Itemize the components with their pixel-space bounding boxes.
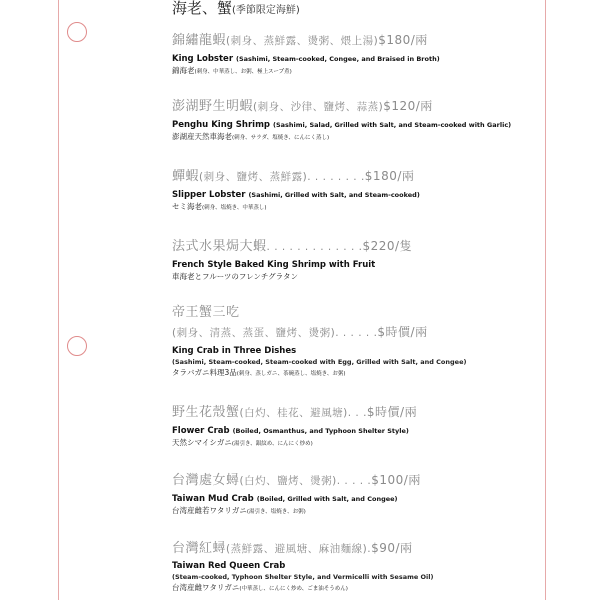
item-zh-name: 蟬蝦 bbox=[172, 169, 200, 184]
item-zh-line2 bbox=[172, 324, 544, 341]
item-zh-line bbox=[172, 168, 544, 185]
item-jp-name: 台湾産雌若ワタリガニ bbox=[172, 506, 247, 515]
item-leader: . . . . . . bbox=[335, 327, 378, 339]
item-jp-detail: (刺身、蒸しガニ、茶碗蒸し、塩焼き、お粥) bbox=[236, 371, 346, 377]
item-en-name: Flower Crab bbox=[172, 426, 230, 436]
item-jp-detail: (湯引き、塩焼き、お粥) bbox=[246, 509, 306, 515]
item-en-name: Taiwan Red Queen Crab bbox=[172, 561, 286, 571]
menu-item bbox=[172, 32, 544, 78]
item-zh-detail: (白灼、鹽烤、燙粥) bbox=[239, 475, 337, 487]
item-jp-detail: (湯引き、銀紋め、にんにく炒め) bbox=[231, 441, 313, 447]
item-price: $180/兩 bbox=[378, 33, 428, 47]
item-leader: . . . . . . . . bbox=[307, 171, 365, 183]
item-zh-line bbox=[172, 472, 544, 489]
item-leader: . . . . . . . . . . . . . bbox=[266, 241, 363, 253]
item-jp-name: 台湾産雌ワタリガニ bbox=[172, 583, 240, 592]
item-jp-line bbox=[172, 582, 544, 595]
section-header bbox=[172, 0, 300, 18]
item-jp-line bbox=[172, 505, 544, 518]
item-price: $220/隻 bbox=[362, 239, 413, 253]
item-zh-name: 法式水果焗大蝦 bbox=[172, 239, 267, 254]
item-zh-name: 錦繡龍蝦 bbox=[172, 33, 227, 48]
item-zh-line bbox=[172, 404, 544, 421]
item-zh-detail: (白灼、桂花、避風塘) bbox=[239, 407, 348, 419]
item-price: $100/兩 bbox=[371, 473, 421, 487]
item-zh-name: 台灣紅蟳 bbox=[172, 541, 227, 556]
item-jp-detail: (刺身、中華蒸し、お粥、極上スープ煮) bbox=[194, 69, 292, 75]
item-jp-name: 錦海老 bbox=[172, 66, 195, 75]
item-zh-line bbox=[172, 98, 544, 115]
item-jp-name: 車海老とフルーツのフレンチグラタン bbox=[172, 272, 299, 281]
item-zh-name: 台灣處女蟳 bbox=[172, 473, 240, 488]
item-jp-name: セミ海老 bbox=[172, 202, 202, 211]
item-price: $90/兩 bbox=[371, 541, 413, 555]
item-en-line bbox=[172, 189, 544, 201]
page-border-right bbox=[545, 0, 546, 600]
item-jp-name: 天然シマイシガニ bbox=[172, 438, 232, 447]
menu-item bbox=[172, 472, 544, 518]
item-en-detail: (Boiled, Grilled with Salt, and Congee) bbox=[256, 495, 398, 503]
item-jp-name: タラバガニ料理3品 bbox=[172, 368, 237, 377]
menu-item bbox=[172, 305, 544, 380]
item-price: $120/兩 bbox=[383, 99, 433, 113]
item-en-line bbox=[172, 493, 544, 505]
item-leader: . bbox=[367, 543, 372, 555]
item-price: $時價/兩 bbox=[377, 325, 428, 339]
page-border-left bbox=[58, 0, 59, 600]
item-jp-line bbox=[172, 201, 544, 214]
menu-item bbox=[172, 168, 544, 214]
item-zh-name: 野生花殼蟹 bbox=[172, 405, 240, 420]
item-zh-detail: (刺身、鹽烤、蒸鮮露) bbox=[199, 171, 308, 183]
item-jp-line bbox=[172, 437, 544, 450]
item-price: $180/兩 bbox=[364, 169, 415, 183]
item-zh-detail: (刺身、清蒸、蒸蛋、鹽烤、燙粥) bbox=[172, 327, 336, 339]
menu-item bbox=[172, 540, 544, 595]
item-jp-name: 澎湖産天然車海老 bbox=[172, 132, 232, 141]
menu-item bbox=[172, 98, 544, 144]
item-en-name: King Lobster bbox=[172, 54, 234, 64]
menu-item bbox=[172, 404, 544, 450]
item-en-detail: (Boiled, Osmanthus, and Typhoon Shelter Style) bbox=[232, 427, 409, 435]
item-en-name: Slipper Lobster bbox=[172, 190, 246, 200]
item-en-detail: (Sashimi, Salad, Grilled with Salt, and Steam-cooked with Garlic) bbox=[272, 121, 512, 129]
binder-hole-icon bbox=[67, 22, 87, 42]
item-zh-name: 澎湖野生明蝦 bbox=[172, 99, 254, 114]
item-en-name: French Style Baked King Shrimp with Fruit bbox=[172, 260, 376, 270]
item-jp-line bbox=[172, 367, 544, 380]
item-en-detail: (Sashimi, Steam-cooked, Congee, and Braised in Broth) bbox=[235, 55, 440, 63]
item-en-line bbox=[172, 425, 544, 437]
item-leader: . . . . . bbox=[336, 475, 372, 487]
item-zh-line bbox=[172, 32, 544, 49]
binder-hole-icon bbox=[67, 336, 87, 356]
item-en-name: Penghu King Shrimp bbox=[172, 120, 271, 130]
item-en-name: King Crab in Three Dishes bbox=[172, 346, 297, 356]
item-en-detail: (Steam-cooked, Typhoon Shelter Style, and Vermicelli with Sesame Oil) bbox=[172, 573, 434, 581]
item-en-name: Taiwan Mud Crab bbox=[172, 494, 254, 504]
item-zh-detail: (蒸鮮露、避風塘、麻油麵線) bbox=[226, 543, 368, 555]
section-note: (季節限定海鮮) bbox=[232, 5, 300, 16]
menu-item bbox=[172, 238, 544, 282]
item-zh-detail: (刺身、沙律、鹽烤、蒜蒸) bbox=[253, 101, 384, 113]
item-zh-name: 帝王蟹三吃 bbox=[172, 305, 240, 320]
item-en-detail: (Sashimi, Grilled with Salt, and Steam-cooked) bbox=[248, 191, 420, 199]
item-en-detail: (Sashimi, Steam-cooked, Steam-cooked with Egg, Grilled with Salt, and Congee) bbox=[172, 358, 467, 366]
item-zh-line bbox=[172, 540, 544, 557]
item-price: $時價/兩 bbox=[366, 405, 418, 419]
item-en-line bbox=[172, 119, 544, 131]
item-zh-line bbox=[172, 238, 544, 255]
item-jp-detail: (中華蒸し、にんにく炒め、ごま油そうめん) bbox=[239, 586, 348, 592]
item-leader: . . . bbox=[347, 407, 367, 419]
item-jp-detail: (刺身、塩焼き、中華蒸し) bbox=[202, 205, 267, 211]
item-zh-detail: (刺身、蒸鮮露、燙粥、煨上湯) bbox=[226, 35, 379, 47]
item-jp-detail: (刺身、サラダ、塩焼き、にんにく蒸し) bbox=[232, 135, 330, 141]
item-jp-line bbox=[172, 65, 544, 78]
item-en-line bbox=[172, 53, 544, 65]
section-title: 海老、蟹 bbox=[172, 0, 233, 17]
item-jp-line bbox=[172, 131, 544, 144]
